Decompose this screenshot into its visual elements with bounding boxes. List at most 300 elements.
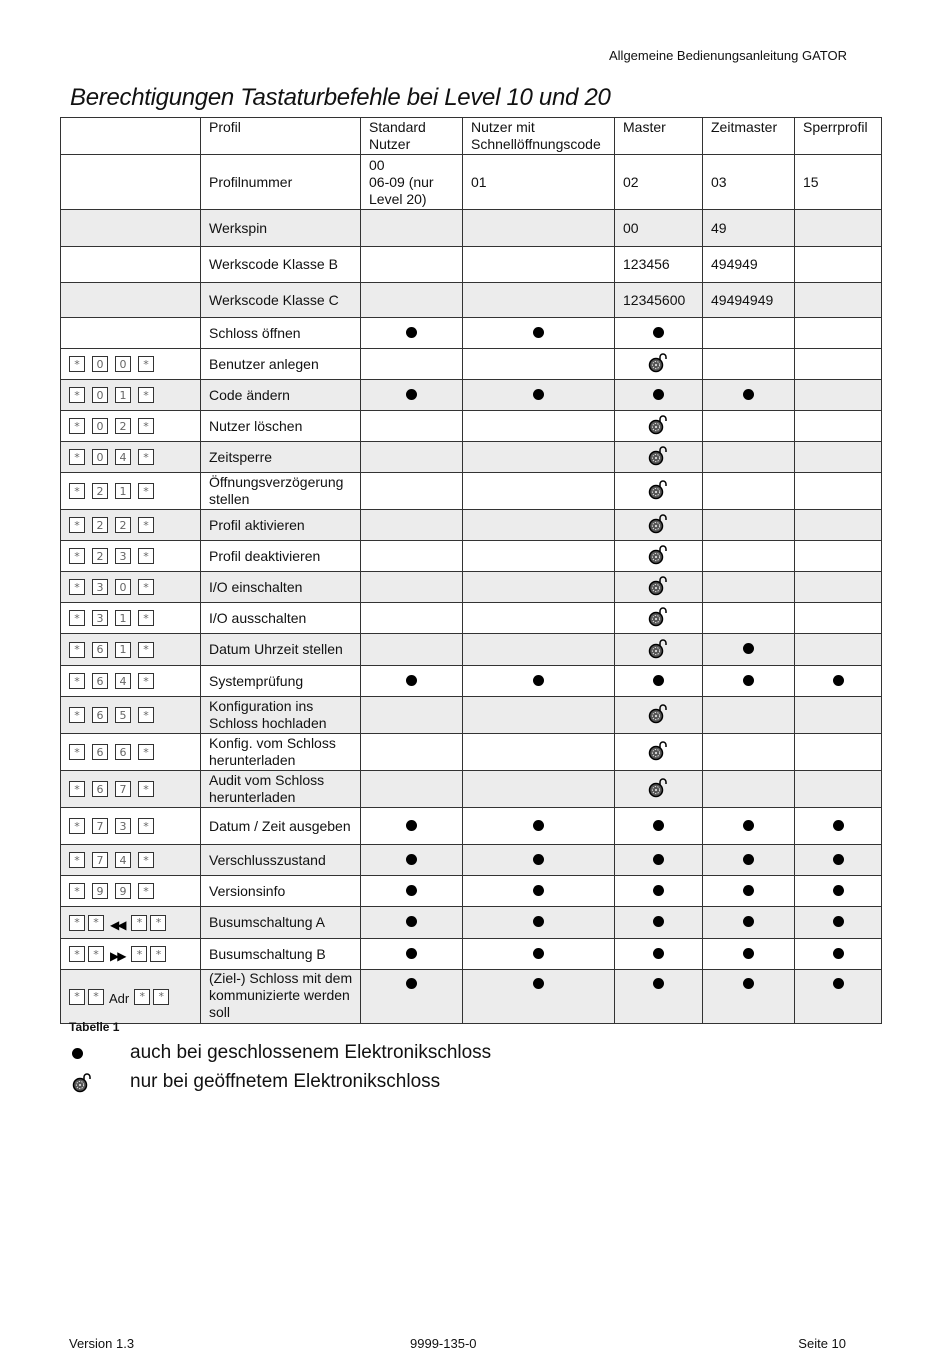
table-cell [795,697,882,734]
key-sequence [61,666,201,697]
table-cell [361,210,463,247]
table-cell [361,473,463,510]
dot-icon [533,820,544,831]
key-cap: 7 [115,781,131,797]
table-row [61,734,882,771]
dot-icon [653,327,664,338]
key-cap: * [138,418,154,434]
key-sequence [61,541,201,572]
table-cell [361,442,463,473]
dot-icon [743,916,754,927]
table-header-cell [61,118,201,155]
key-cap: * [138,387,154,403]
key-cap: 0 [92,356,108,372]
table-cell [361,380,463,411]
key-sequence [61,734,201,771]
dot-icon [653,948,664,959]
dot-icon [743,885,754,896]
table-row [61,808,882,845]
dot-icon [743,643,754,654]
table-cell [361,970,463,1024]
key-sequence [61,845,201,876]
key-cap: * [138,642,154,658]
dot-icon [533,854,544,865]
key-cap: * [150,915,166,931]
row-label: Verschlusszustand [201,845,361,876]
table-cell [615,380,703,411]
dot-icon [653,389,664,400]
table-row [61,845,882,876]
key-sequence [61,442,201,473]
table-cell [795,771,882,808]
open-lock-icon [648,478,670,500]
table-row [61,510,882,541]
key-cap: 4 [115,449,131,465]
key-sequence [61,771,201,808]
table-cell [703,510,795,541]
dot-icon [533,916,544,927]
table-cell [61,210,201,247]
key-cap: * [88,989,104,1005]
table-cell [795,541,882,572]
table-cell [463,845,615,876]
table-cell: 15 [795,155,882,210]
table-cell [615,473,703,510]
dot-icon [743,389,754,400]
row-label: Audit vom Schloss herunterladen [201,771,361,808]
dot-icon [743,854,754,865]
dot-icon [653,820,664,831]
table-cell [361,603,463,634]
key-sequence [61,572,201,603]
table-cell [615,510,703,541]
key-cap: 1 [115,642,131,658]
key-sequence [61,634,201,666]
key-cap: * [138,883,154,899]
table-cell [615,541,703,572]
table-row [61,771,882,808]
table-cell [463,473,615,510]
table-cell [463,697,615,734]
row-label: Systemprüfung [201,666,361,697]
row-label: I/O einschalten [201,572,361,603]
key-cap: * [88,915,104,931]
dot-icon [72,1048,83,1059]
table-cell [61,155,201,210]
key-cap: * [69,989,85,1005]
key-cap: * [131,915,147,931]
table-cell [463,907,615,939]
key-cap: 3 [92,579,108,595]
table-cell [463,411,615,442]
key-cap: 6 [92,744,108,760]
table-cell [361,907,463,939]
key-cap: * [69,744,85,760]
table-row [61,155,882,210]
dot-icon [833,978,844,989]
table-cell [615,634,703,666]
table-cell [463,876,615,907]
key-cap: * [69,449,85,465]
address-label: Adr [109,990,130,1006]
table-cell [463,318,615,349]
table-cell [703,907,795,939]
key-sequence [61,510,201,541]
table-cell [615,808,703,845]
key-cap: * [69,642,85,658]
table-row [61,442,882,473]
open-lock-icon [648,605,670,627]
open-lock-icon [648,413,670,435]
table-row [61,907,882,939]
table-cell [795,666,882,697]
key-cap: * [138,548,154,564]
table-row [61,380,882,411]
forward-icon: ▶▶ [110,949,125,963]
key-cap: 5 [115,707,131,723]
table-header-cell: Zeitmaster [703,118,795,155]
table-row [61,283,882,318]
key-cap: * [69,579,85,595]
key-cap: 0 [92,418,108,434]
dot-icon [406,820,417,831]
key-cap: * [138,449,154,465]
table-row [61,603,882,634]
key-sequence [61,970,201,1024]
dot-icon [743,978,754,989]
table-cell [463,210,615,247]
table-cell [615,771,703,808]
row-label: Öffnungsverzögerung stellen [201,473,361,510]
table-cell [615,349,703,380]
table-cell [795,939,882,970]
key-cap: 4 [115,673,131,689]
dot-icon [833,916,844,927]
key-cap: * [138,483,154,499]
table-header-cell: Profil [201,118,361,155]
key-cap: * [69,418,85,434]
key-cap: * [69,818,85,834]
table-cell [615,411,703,442]
table-cell [463,247,615,283]
table-cell: 123456 [615,247,703,283]
key-cap: 2 [92,548,108,564]
table-cell [361,247,463,283]
dot-icon [406,916,417,927]
key-cap: * [138,818,154,834]
key-cap: 1 [115,610,131,626]
key-cap: 6 [92,642,108,658]
table-cell [361,845,463,876]
dot-icon [533,978,544,989]
dot-icon [653,854,664,865]
table-cell [361,510,463,541]
dot-icon [833,675,844,686]
dot-icon [833,948,844,959]
table-row [61,210,882,247]
key-cap: 2 [115,418,131,434]
table-row [61,939,882,970]
table-cell [361,771,463,808]
table-cell [361,808,463,845]
key-cap: 4 [115,852,131,868]
key-cap: 6 [92,707,108,723]
table-cell: 49 [703,210,795,247]
table-cell [463,771,615,808]
key-sequence [61,411,201,442]
table-header-cell: Sperrprofil [795,118,882,155]
table-cell [703,666,795,697]
table-cell [463,541,615,572]
table-cell [703,380,795,411]
table-cell [795,970,882,1024]
dot-icon [653,675,664,686]
key-cap: * [69,883,85,899]
table-caption: Tabelle 1 [69,1020,120,1034]
table-row [61,634,882,666]
table-cell: 01 [463,155,615,210]
table-cell: 49494949 [703,283,795,318]
dot-icon [653,885,664,896]
key-cap: * [138,610,154,626]
key-cap: 3 [92,610,108,626]
table-cell: 494949 [703,247,795,283]
table-cell: 00 06-09 (nur Level 20) [361,155,463,210]
table-cell [795,876,882,907]
key-cap: * [69,548,85,564]
key-cap: 7 [92,852,108,868]
table-row [61,666,882,697]
table-cell [463,442,615,473]
dot-icon [406,675,417,686]
dot-icon [406,327,417,338]
table-cell [795,318,882,349]
dot-icon [533,675,544,686]
footer-version: Version 1.3 [69,1336,135,1351]
table-header-cell: Standard Nutzer [361,118,463,155]
key-cap: 3 [115,818,131,834]
row-label: Werkscode Klasse B [201,247,361,283]
row-label: (Ziel-) Schloss mit dem kommunizierte werden soll [201,970,361,1024]
open-lock-icon [648,702,670,724]
table-cell [615,318,703,349]
table-cell [703,697,795,734]
table-cell [703,603,795,634]
table-cell [795,473,882,510]
dot-icon [406,389,417,400]
key-cap: 2 [92,517,108,533]
table-cell [361,697,463,734]
key-cap: * [138,744,154,760]
open-lock-icon [648,351,670,373]
key-cap: 9 [92,883,108,899]
table-row [61,876,882,907]
row-label: Konfiguration ins Schloss hochladen [201,697,361,734]
table-cell [361,734,463,771]
dot-icon [833,854,844,865]
legend-text: auch bei geschlossenem Elektronikschloss [130,1042,492,1063]
table-cell [703,808,795,845]
key-cap: 6 [92,673,108,689]
dot-icon [743,820,754,831]
table-cell [703,734,795,771]
table-cell [463,349,615,380]
table-cell [361,939,463,970]
table-cell: 02 [615,155,703,210]
table-cell [61,318,201,349]
row-label: Konfig. vom Schloss herunterladen [201,734,361,771]
table-header-cell: Nutzer mit Schnellöffnungscode [463,118,615,155]
legend-item-closed [70,1042,491,1064]
key-cap: * [131,946,147,962]
open-lock-icon [648,739,670,761]
table-row [61,349,882,380]
table-cell: 00 [615,210,703,247]
table-cell [615,734,703,771]
dot-icon [533,389,544,400]
table-cell [463,666,615,697]
table-cell [463,970,615,1024]
dot-icon [406,978,417,989]
table-cell [463,634,615,666]
row-label: Profil aktivieren [201,510,361,541]
row-label: Zeitsperre [201,442,361,473]
key-cap: 3 [115,548,131,564]
key-sequence [61,876,201,907]
key-sequence [61,473,201,510]
legend-text: nur bei geöffnetem Elektronikschloss [130,1071,441,1092]
key-cap: * [138,356,154,372]
key-cap: 0 [115,579,131,595]
row-label: Busumschaltung B [201,939,361,970]
key-cap: 6 [92,781,108,797]
table-row [61,541,882,572]
table-cell [361,876,463,907]
key-cap: * [69,915,85,931]
open-lock-icon [648,512,670,534]
key-cap: * [138,781,154,797]
table-cell [615,970,703,1024]
table-cell [795,283,882,318]
key-cap: * [138,673,154,689]
table-cell [61,283,201,318]
table-cell [795,210,882,247]
key-cap: * [69,852,85,868]
table-cell [795,603,882,634]
dot-icon [833,820,844,831]
row-label: Datum Uhrzeit stellen [201,634,361,666]
table-row [61,318,882,349]
table-cell [361,541,463,572]
footer-page: Seite 10 [798,1336,846,1351]
key-cap: 1 [115,483,131,499]
table-cell [703,442,795,473]
row-label: Code ändern [201,380,361,411]
key-cap: 1 [115,387,131,403]
key-cap: * [150,946,166,962]
key-cap: 0 [115,356,131,372]
permissions-table [60,117,882,1024]
dot-icon [533,948,544,959]
table-cell [703,634,795,666]
row-label: I/O ausschalten [201,603,361,634]
table-cell [361,283,463,318]
table-cell [61,247,201,283]
dot-icon [743,948,754,959]
table-cell [463,603,615,634]
table-cell [463,734,615,771]
key-cap: 9 [115,883,131,899]
table-cell [463,380,615,411]
key-cap: 0 [92,387,108,403]
table-cell: 03 [703,155,795,210]
open-lock-icon [648,543,670,565]
table-cell [615,907,703,939]
table-cell [795,572,882,603]
key-sequence [61,907,201,939]
key-cap: 6 [115,744,131,760]
key-cap: * [69,946,85,962]
table-cell [463,283,615,318]
table-cell [463,572,615,603]
table-header-row [61,118,882,155]
key-cap: 2 [92,483,108,499]
row-label: Benutzer anlegen [201,349,361,380]
rewind-icon: ◀◀ [110,917,125,932]
key-cap: * [69,610,85,626]
table-cell [361,572,463,603]
table-cell [795,907,882,939]
table-cell [795,734,882,771]
table-cell [615,572,703,603]
dot-icon [653,978,664,989]
table-cell [703,541,795,572]
dot-icon [406,948,417,959]
table-cell [463,808,615,845]
table-cell [463,510,615,541]
table-cell [361,411,463,442]
dot-icon [406,854,417,865]
table-cell [361,634,463,666]
dot-icon [743,675,754,686]
table-cell [615,666,703,697]
table-cell [703,876,795,907]
table-row [61,970,882,1024]
key-sequence [61,380,201,411]
table-row [61,247,882,283]
key-cap: * [138,517,154,533]
table-cell [795,411,882,442]
table-cell [703,318,795,349]
open-lock-icon [648,444,670,466]
table-cell [703,771,795,808]
key-cap: 2 [115,517,131,533]
key-cap: * [88,946,104,962]
row-label: Nutzer löschen [201,411,361,442]
row-label: Busumschaltung A [201,907,361,939]
key-sequence [61,697,201,734]
table-cell [361,318,463,349]
page-title: Berechtigungen Tastaturbefehle bei Level 10 und 20 [70,84,611,111]
table-cell [703,572,795,603]
table-header-cell: Master [615,118,703,155]
open-lock-icon [648,776,670,798]
table-cell [361,666,463,697]
key-cap: * [69,517,85,533]
table-row [61,572,882,603]
table-cell [615,697,703,734]
row-label: Profil deaktivieren [201,541,361,572]
